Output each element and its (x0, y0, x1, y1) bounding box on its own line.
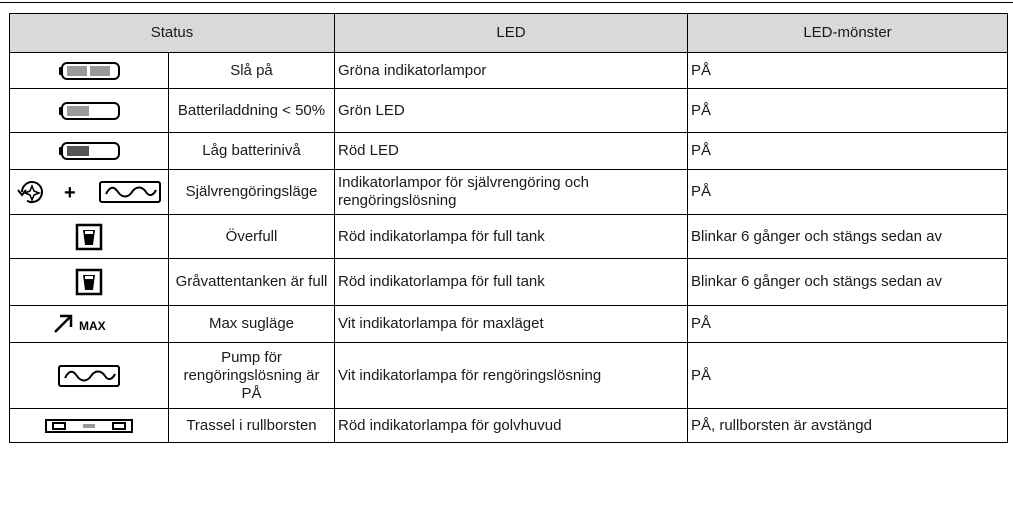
pattern-cell: PÅ (688, 343, 1008, 409)
led-cell: Grön LED (335, 89, 688, 133)
brush-roll-tangle-icon (45, 419, 133, 433)
battery-half-icon (57, 101, 121, 121)
icon-cell (10, 409, 169, 443)
table-row (10, 259, 1008, 306)
icon-cell (10, 306, 169, 343)
status-cell: Överfull (169, 215, 335, 259)
battery-low-icon (57, 141, 121, 161)
led-cell: Gröna indikatorlampor (335, 53, 688, 89)
tank-full-icon (74, 222, 104, 252)
plus-sign: + (64, 182, 76, 204)
icon-cell (10, 215, 169, 259)
max-suction-icon (51, 313, 127, 335)
table-row (10, 343, 1008, 409)
status-cell: Självrengöringsläge (169, 170, 335, 215)
table-row (10, 133, 1008, 170)
status-cell: Trassel i rullborsten (169, 409, 335, 443)
header-led-pattern: LED-mönster (688, 14, 1008, 53)
header-led: LED (335, 14, 688, 53)
header-status: Status (10, 14, 335, 53)
status-cell: Pump för rengöringslösning är PÅ (169, 343, 335, 409)
status-cell: Gråvattentanken är full (169, 259, 335, 306)
icon-cell (10, 343, 169, 409)
icon-cell (10, 170, 169, 215)
led-cell: Röd indikatorlampa för golvhuvud (335, 409, 688, 443)
self-clean-icon (18, 182, 42, 202)
solution-pump-icon (57, 364, 121, 388)
table-row (10, 53, 1008, 89)
led-cell: Vit indikatorlampa för rengöringslösning (335, 343, 688, 409)
table-row (10, 170, 1008, 215)
icon-cell (10, 53, 169, 89)
battery-full-icon (57, 61, 121, 81)
led-cell: Röd indikatorlampa för full tank (335, 259, 688, 306)
pattern-cell: PÅ, rullborsten är avstängd (688, 409, 1008, 443)
table-row (10, 89, 1008, 133)
led-status-table (9, 13, 1008, 443)
solution-pump-icon (100, 182, 160, 202)
led-cell: Vit indikatorlampa för maxläget (335, 306, 688, 343)
pattern-cell: Blinkar 6 gånger och stängs sedan av (688, 215, 1008, 259)
pattern-cell: PÅ (688, 89, 1008, 133)
icon-cell (10, 133, 169, 170)
self-clean-plus-solution-icon (14, 176, 164, 208)
header-row (10, 14, 1008, 53)
tank-full-icon (74, 267, 104, 297)
status-cell: Max sugläge (169, 306, 335, 343)
icon-cell (10, 89, 169, 133)
led-cell: Röd LED (335, 133, 688, 170)
table-row (10, 215, 1008, 259)
led-cell: Röd indikatorlampa för full tank (335, 215, 688, 259)
status-cell: Slå på (169, 53, 335, 89)
top-rule (0, 2, 1013, 3)
status-cell: Låg batterinivå (169, 133, 335, 170)
table-row (10, 409, 1008, 443)
pattern-cell: PÅ (688, 170, 1008, 215)
table-row (10, 306, 1008, 343)
pattern-cell: PÅ (688, 53, 1008, 89)
icon-cell (10, 259, 169, 306)
pattern-cell: PÅ (688, 133, 1008, 170)
max-label: MAX (79, 319, 106, 333)
status-cell: Batteriladdning < 50% (169, 89, 335, 133)
pattern-cell: Blinkar 6 gånger och stängs sedan av (688, 259, 1008, 306)
pattern-cell: PÅ (688, 306, 1008, 343)
led-cell: Indikatorlampor för självrengöring och rengöringslösning (335, 170, 688, 215)
